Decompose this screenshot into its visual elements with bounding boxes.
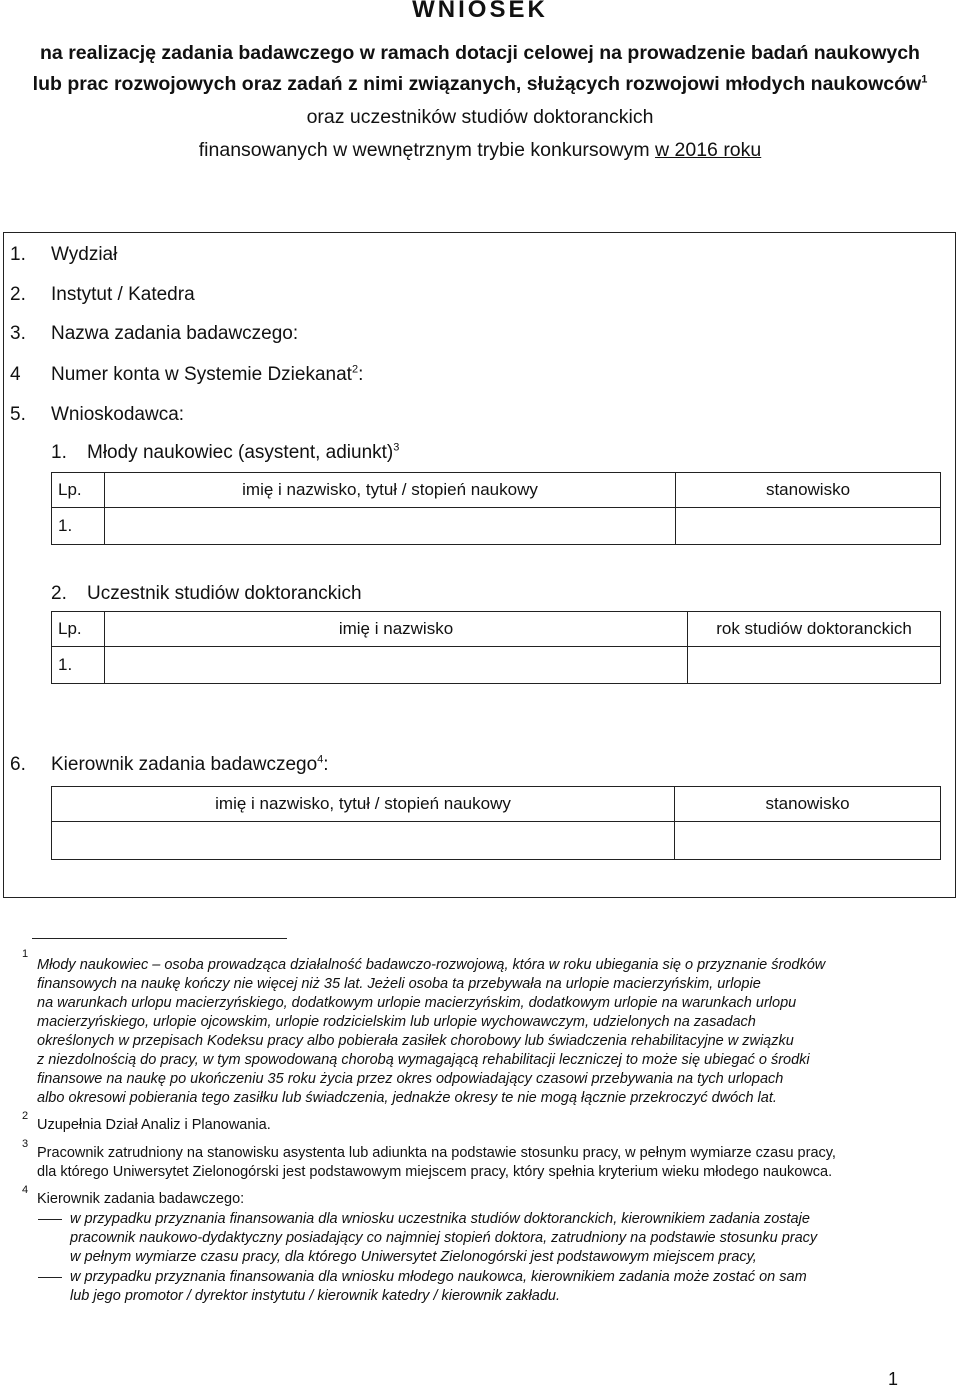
name-cell[interactable] bbox=[105, 508, 676, 545]
footnote-1-line-6: z niezdolnością do pracy, w tym spowodowaną chorobą wymagającą rehabilitacji leczniczej to może się ubiegać o środki bbox=[37, 1052, 810, 1068]
header-line-4: finansowanych w wewnętrznym trybie konkursowym w 2016 roku bbox=[198, 139, 762, 161]
footnote-2-number: 2 bbox=[22, 1110, 29, 1122]
col-lp: Lp. bbox=[52, 473, 105, 508]
position-cell[interactable] bbox=[675, 822, 941, 860]
item-5: 5. Wnioskodawca: bbox=[10, 404, 185, 425]
footnote-1-line-2: finansowych na naukę kończy nie więcej niż 35 lat. Jeżeli osoba ta przebywała na urlopie macierzyńskim, urlopie bbox=[37, 976, 761, 992]
footnote-3-number: 3 bbox=[22, 1138, 29, 1150]
col-name: imię i nazwisko bbox=[105, 612, 688, 647]
footnote-1-line-8: albo okresowi pobierania tego zasiłku lub świadczenia, jednakże okresy te nie mogą łącznie przekroczyć dwóch lat. bbox=[37, 1090, 777, 1106]
name-cell[interactable] bbox=[105, 647, 688, 684]
subitem-phd-student: 2. Uczestnik studiów doktoranckich bbox=[51, 583, 362, 604]
footnote-4-bullet-1-line-2: pracownik naukowo-dydaktyczny posiadający co najmniej stopień doktora, zatrudniony na podstawie stosunku pracy bbox=[70, 1230, 818, 1246]
phd-student-table bbox=[51, 611, 941, 684]
footnote-4-bullet-2-line-1: w przypadku przyznania finansowania dla wniosku młodego naukowca, kierownikiem zadania może zostać on sam bbox=[70, 1269, 807, 1285]
footnote-3-line-1: Pracownik zatrudniony na stanowisku asystenta lub adiunkta na podstawie stosunku pracy, w pełnym wymiarze czasu pracy, bbox=[37, 1145, 836, 1161]
item-2: 2. Instytut / Katedra bbox=[10, 284, 195, 305]
footnote-1-line-4: macierzyńskiego, urlopie ojcowskim, urlopie rodzicielskim lub urlopie wychowawczym, udzielonych na zasadach bbox=[37, 1014, 756, 1030]
col-name: imię i nazwisko, tytuł / stopień naukowy bbox=[52, 787, 675, 822]
subitem-young-scientist: 1. Młody naukowiec (asystent, adiunkt)$^3$ bbox=[51, 441, 400, 463]
position-cell[interactable] bbox=[676, 508, 941, 545]
footnote-separator bbox=[32, 938, 287, 939]
bullet-dash bbox=[38, 1219, 62, 1220]
document-title: WNIOSEK bbox=[412, 0, 548, 23]
page-number: 1 bbox=[888, 1369, 899, 1389]
year-cell[interactable] bbox=[688, 647, 941, 684]
young-scientist-table bbox=[51, 472, 941, 545]
row-number: 1. bbox=[52, 647, 105, 684]
footnote-1-line-3: na warunkach urlopu macierzyńskiego, dodatkowym urlopie macierzyńskim, dodatkowym urlopie na warunkach urlopu bbox=[37, 995, 797, 1011]
row-number: 1. bbox=[52, 508, 105, 545]
item-6: 6. Kierownik zadania badawczego$^4$: bbox=[10, 753, 329, 775]
footnote-4-bullet-1-line-3: w pełnym wymiarze czasu pracy, dla którego Uniwersytet Zielonogórski jest podstawowym miejscem pracy, bbox=[70, 1249, 757, 1265]
footnote-3-line-2: dla którego Uniwersytet Zielonogórski jest podstawowym miejscem pracy, który spełnia kryterium wieku młodego naukowca. bbox=[37, 1164, 833, 1180]
footnote-1-number: 1 bbox=[22, 948, 29, 960]
footnote-2-line-1: Uzupełnia Dział Analiz i Planowania. bbox=[37, 1117, 271, 1133]
col-year: rok studiów doktoranckich bbox=[688, 612, 941, 647]
col-name: imię i nazwisko, tytuł / stopień naukowy bbox=[105, 473, 676, 508]
footnote-4-number: 4 bbox=[22, 1184, 29, 1196]
footnote-1-line-1: Młody naukowiec – osoba prowadząca działalność badawczo-rozwojową, która w roku ubiegania się o przyznanie środków bbox=[37, 957, 826, 973]
col-position: stanowisko bbox=[676, 473, 941, 508]
footnote-1-line-7: finansowe na naukę po ukończeniu 35 roku życia przez okres odpowiadający czasowi przebywania na tych urlopach bbox=[37, 1071, 784, 1087]
footnote-ref-1: 1 bbox=[921, 73, 928, 86]
item-3: 3. Nazwa zadania badawczego: bbox=[10, 323, 299, 344]
header-line-2: lub prac rozwojowych oraz zadań z nimi związanych, służących rozwojowi młodych naukowców$^1$ bbox=[32, 73, 928, 95]
col-position: stanowisko bbox=[675, 787, 941, 822]
footnote-4-bullet-1-line-1: w przypadku przyznania finansowania dla wniosku uczestnika studiów doktoranckich, kierownikiem zadania zostaje bbox=[70, 1211, 810, 1227]
footnote-4-line-1: Kierownik zadania badawczego: bbox=[37, 1191, 245, 1207]
footnote-1-line-5: określonych w przepisach Kodeksu pracy albo pobierała zasiłek chorobowy lub świadczenia rehabilitacyjne w związku bbox=[37, 1033, 794, 1049]
footnote-4-bullet-2-line-2: lub jego promotor / dyrektor instytutu / kierownik katedry / kierownik zakładu. bbox=[70, 1288, 560, 1304]
task-manager-table bbox=[51, 786, 941, 860]
item-1: 1. Wydział bbox=[10, 244, 118, 265]
header-line-1: na realizację zadania badawczego w ramach dotacji celowej na prowadzenie badań naukowych bbox=[40, 42, 920, 64]
col-lp: Lp. bbox=[52, 612, 105, 647]
header-line-3: oraz uczestników studiów doktoranckich bbox=[306, 106, 654, 128]
item-4: 4 Numer konta w Systemie Dziekanat$^2$: bbox=[10, 363, 364, 385]
bullet-dash bbox=[38, 1277, 62, 1278]
name-cell[interactable] bbox=[52, 822, 675, 860]
